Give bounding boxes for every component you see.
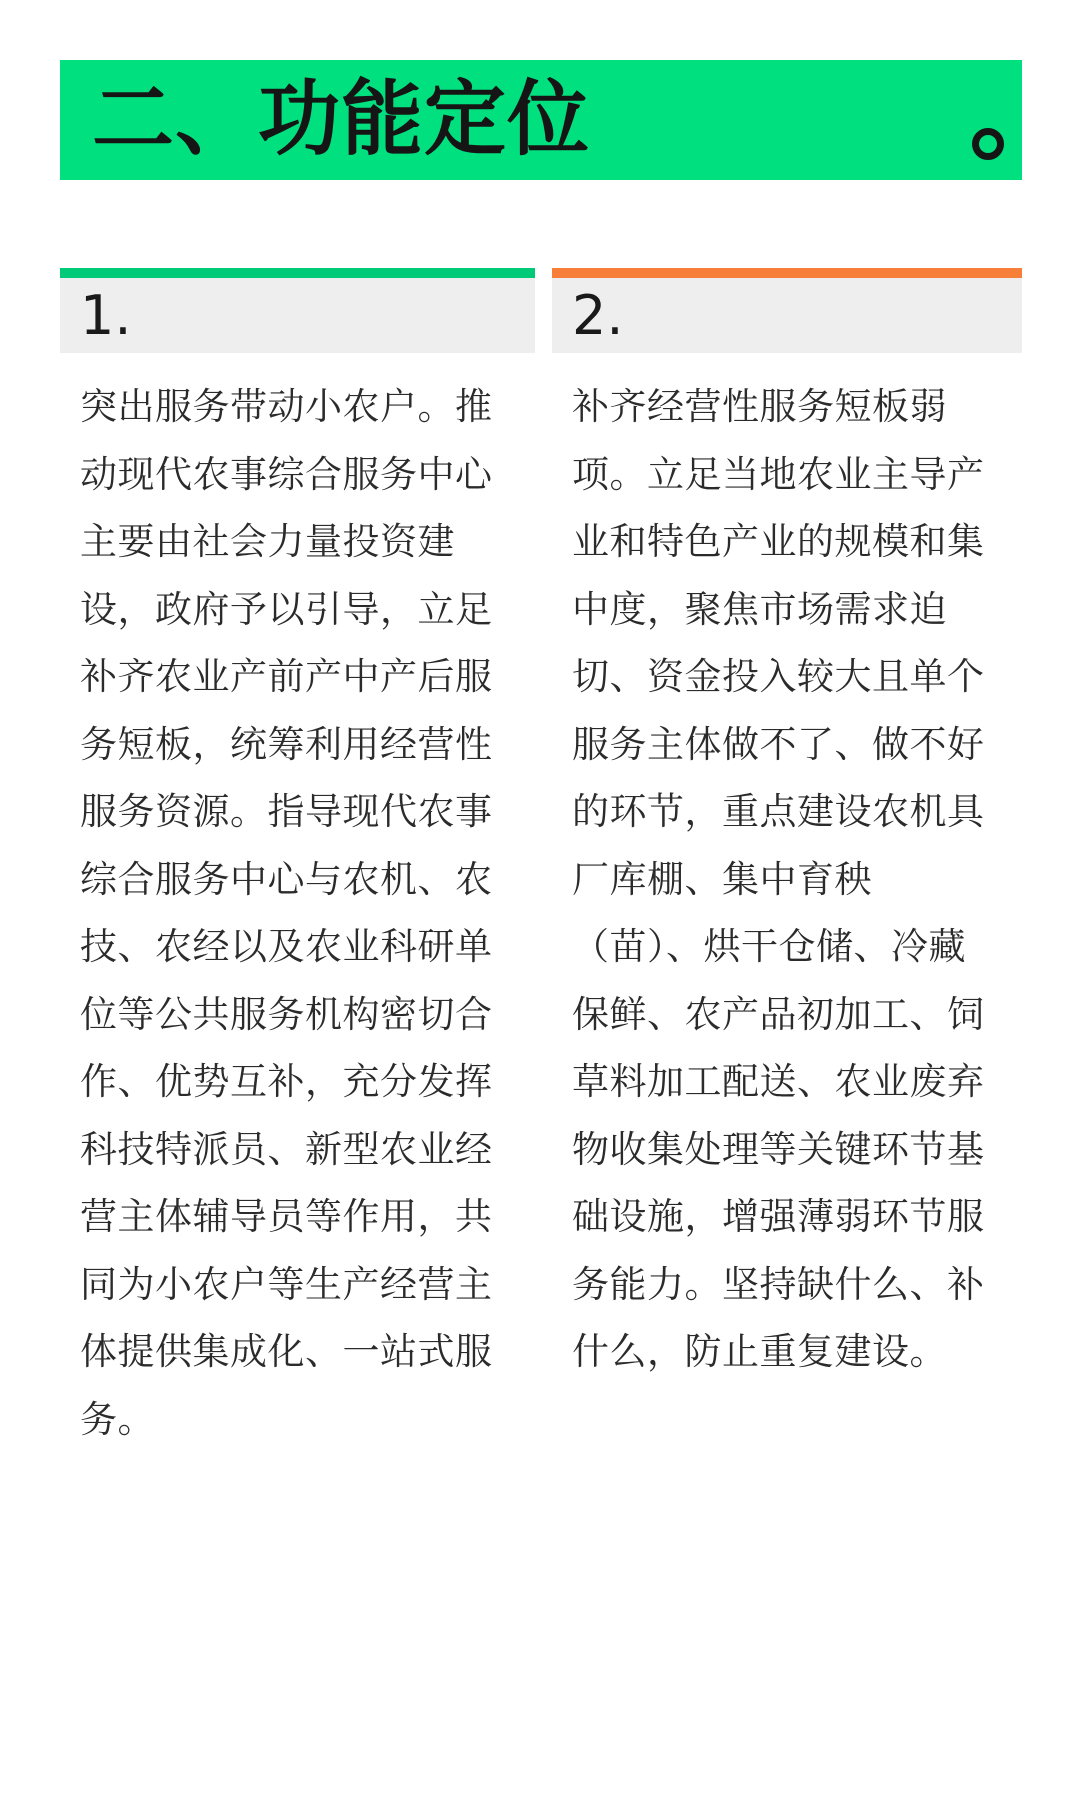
function-card-1	[60, 268, 535, 1453]
card-text: 补齐经营性服务短板弱项。立足当地农业主导产业和特色产业的规模和集中度，聚焦市场需求迫切、资金投入较大且单个服务主体做不了、做不好的环节，重点建设农机具厂库棚、集中育秧（苗）、烘干仓储、冷藏保鲜、农产品初加工、饲草料加工配送、农业废弃物收集处理等关键环节基础设施，增强薄弱环节服务能力。坚持缺什么、补什么，防止重复建设。	[572, 385, 985, 1373]
card-header	[552, 268, 1022, 353]
card-text: 突出服务带动小农户。推动现代农事综合服务中心主要由社会力量投资建设，政府予以引导，立足补齐农业产前产中产后服务短板，统筹利用经营性服务资源。指导现代农事综合服务中心与农机、农技、农经以及农业科研单位等公共服务机构密切合作、优势互补，充分发挥科技特派员、新型农业经营主体辅导员等作用，共同为小农户等生产经营主体提供集成化、一站式服务。	[80, 385, 493, 1441]
card-header	[60, 268, 535, 353]
section-header-banner	[60, 60, 1022, 180]
section-title: 二、功能定位	[92, 72, 591, 167]
card-number: 1.	[80, 283, 132, 347]
card-number: 2.	[572, 283, 624, 347]
function-card-2	[552, 268, 1022, 1386]
circle-icon	[972, 128, 1004, 160]
